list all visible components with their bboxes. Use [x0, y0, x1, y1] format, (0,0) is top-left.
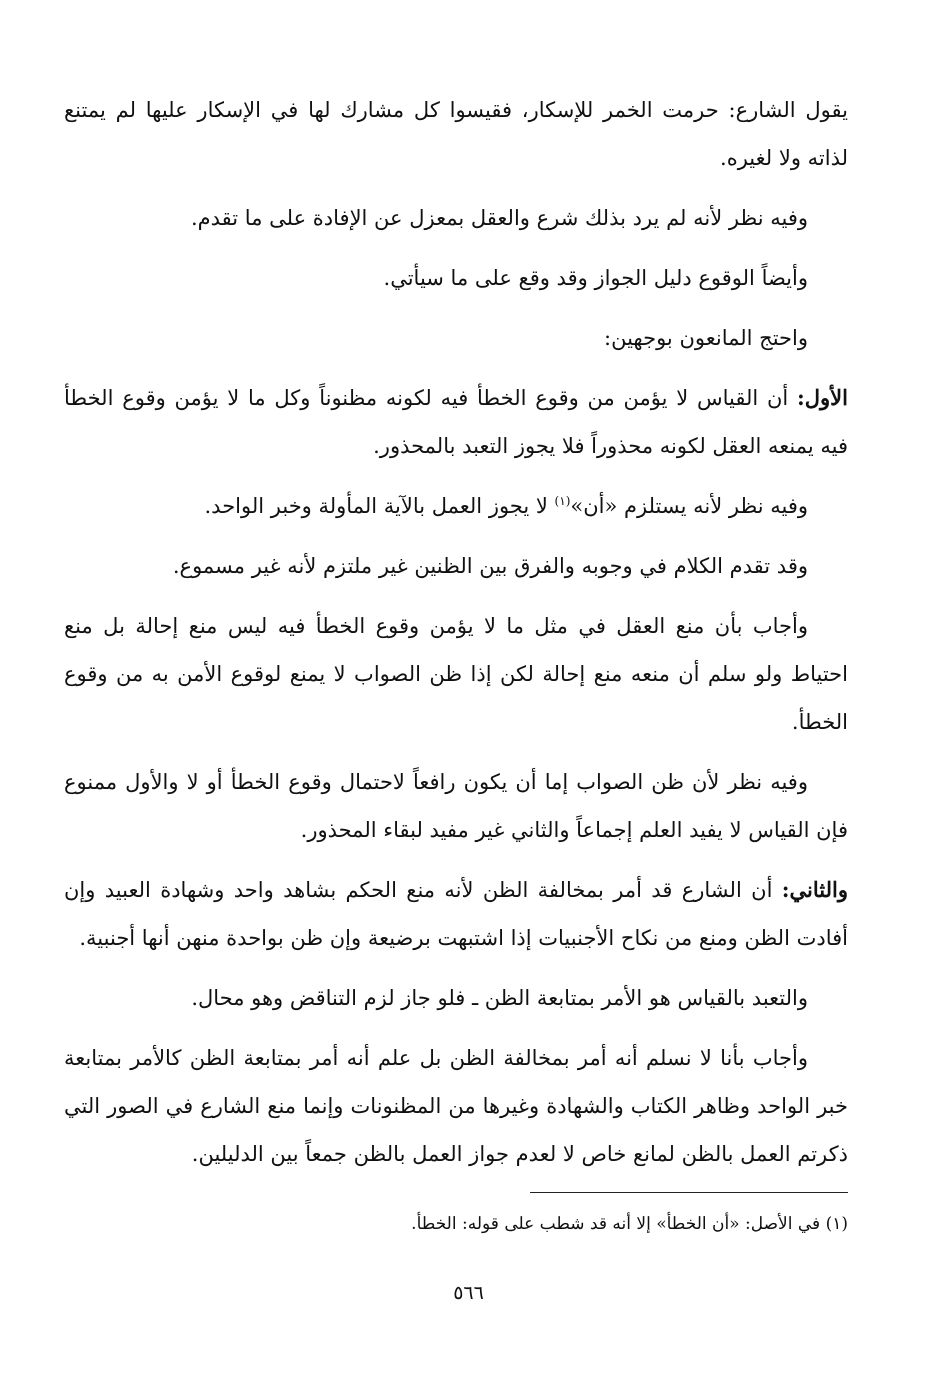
- paragraph-10: والثاني: أن الشارع قد أمر بمخالفة الظن لأنه منع الحكم بشاهد واحد وشهادة العبيد وإن أفادت الظن ومنع من نكاح الأجنبيات إذا اشتبهت برضيعة وإن ظن بواحدة منهن أنها أجنبية.: [64, 877, 848, 950]
- paragraph-6: وفيه نظر لأنه يستلزم «أن»$^{(١)}$ لا يجوز العمل بالآية المأولة وخبر الواحد.: [204, 494, 808, 518]
- paragraph-3: وأيضاً الوقوع دليل الجواز وقد وقع على ما سيأتي.: [383, 266, 808, 290]
- footnote-divider: [530, 1192, 848, 1193]
- paragraph-7: وقد تقدم الكلام في وجوبه والفرق بين الظنين غير ملتزم لأنه غير مسموع.: [172, 554, 808, 578]
- footnote-reference[interactable]: (١): [554, 494, 571, 508]
- paragraph-8: وأجاب بأن منع العقل في مثل ما لا يؤمن وقوع الخطأ فيه ليس منع إحالة بل منع احتياط ولو سلم أن منعه منع إحالة لكن إذا ظن الصواب لا يمنع لوقوع الأمن به من وقوع الخطأ.: [64, 614, 848, 734]
- footnote-text: في الأصل: «أن الخطأ» إلا أنه قد شطب على قوله: الخطأ.: [411, 1214, 821, 1234]
- paragraph-4: واحتج المانعون بوجهين:: [604, 326, 808, 350]
- keyword-first: الأول:: [797, 385, 848, 410]
- footnote-marker: (١): [825, 1214, 848, 1234]
- paragraph-2: وفيه نظر لأنه لم يرد بذلك شرع والعقل بمعزل عن الإفادة على ما تقدم.: [190, 206, 808, 230]
- keyword-second: والثاني:: [781, 877, 848, 902]
- paragraph-9: وفيه نظر لأن ظن الصواب إما أن يكون رافعاً لاحتمال وقوع الخطأ أو لا والأول ممنوع فإن القياس لا يفيد العلم إجماعاً والثاني غير مفيد لبقاء المحذور.: [64, 770, 848, 842]
- paragraph-5: الأول: أن القياس لا يؤمن من وقوع الخطأ فيه لكونه مظنوناً وكل ما لا يؤمن وقوع الخطأ فيه يمنعه العقل لكونه محذوراً فلا يجوز التعبد بالمحذور.: [64, 385, 848, 458]
- paragraph-11: والتعبد بالقياس هو الأمر بمتابعة الظن ـ فلو جاز لزم التناقض وهو محال.: [191, 986, 808, 1010]
- paragraph-12: وأجاب بأنا لا نسلم أنه أمر بمخالفة الظن بل علم أنه أمر بمتابعة الظن كالأمر بمتابعة خبر الواحد وظاهر الكتاب والشهادة وغيرها من المظنونات وإنما منع الشارع في الصور التي ذكرتم العمل بالظن لمانع خاص لا لعدم جواز العمل بالظن جمعاً بين الدليلين.: [64, 1046, 848, 1166]
- page-number: ٥٦٦: [453, 1282, 484, 1304]
- footnote: [64, 1206, 848, 1242]
- paragraph-1: يقول الشارع: حرمت الخمر للإسكار، فقيسوا كل مشارك لها في الإسكار عليها لم يمتنع لذاته ولا لغيره.: [64, 98, 848, 170]
- main-text: [64, 86, 848, 1190]
